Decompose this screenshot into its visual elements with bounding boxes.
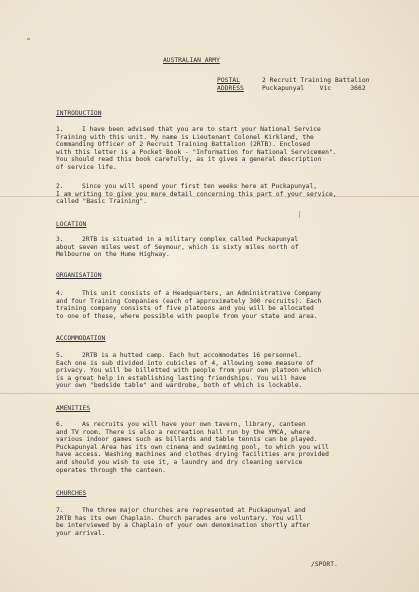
address-label: ADDRESS xyxy=(217,85,244,92)
text-line: Training with this unit. My name is Lieutenant Colonel Kirkland, the xyxy=(56,133,314,141)
section-heading-accommodation: ACCOMMODATION xyxy=(56,335,106,342)
text-line: I am writing to give you more detail concerning this part of your service, xyxy=(56,190,337,198)
ink-mark xyxy=(299,211,300,218)
paragraph-number: 4. xyxy=(56,290,64,297)
text-line: Each one is sub divided into cubicles of 4, allowing some measure of xyxy=(56,359,314,367)
paragraph-6 xyxy=(56,421,386,474)
ink-speck xyxy=(27,38,30,40)
paragraph-7 xyxy=(56,507,386,537)
section-heading-amenities: AMENITIES xyxy=(56,405,91,412)
text-line: of service life. xyxy=(56,163,117,171)
text-line: 2RTB is situated in a military complex called Puckapunyal xyxy=(82,236,299,243)
text-line: with this letter is a Pocket Book - "Information for National Servicemen". xyxy=(56,148,337,156)
paragraph-3 xyxy=(56,236,386,259)
text-line: Puckapunyal Area has its own cinema and swimming pool, to which you will xyxy=(56,443,329,451)
text-line: about seven miles west of Seymour, which is sixty miles north of xyxy=(56,243,299,251)
text-line: training company consists of five platoons and you will be allocated xyxy=(56,305,314,313)
text-line: You should read this book carefully, as it gives a general description xyxy=(56,156,322,164)
paragraph-1 xyxy=(56,126,386,172)
text-line: your own "bedside table" and wardrobe, both of which is lockable. xyxy=(56,382,303,390)
text-line: various indoor games such as billards and table tennis can be played. xyxy=(56,436,318,444)
paragraph-5 xyxy=(56,352,386,390)
text-line: Commanding Officer of 2 Recruit Training Battalion (2RTB). Enclosed xyxy=(56,141,311,149)
text-line: As recruits you will have your own tavern, library, canteen xyxy=(82,421,306,428)
paragraph-number: 7. xyxy=(56,507,64,514)
text-line: have access. Washing machines and clothes drying facilities are provided xyxy=(56,451,329,459)
text-line: The three major churches are represented at Puckapunyal and xyxy=(82,507,306,514)
section-heading-organisation: ORGANISATION xyxy=(56,272,102,279)
paragraph-4 xyxy=(56,290,386,320)
text-line: called "Basic Training". xyxy=(56,198,147,206)
paragraph-2 xyxy=(56,183,386,206)
text-line: 2RTB is a hutted camp. Each hut accommodates 16 personnel. xyxy=(82,352,302,359)
text-line: and should you wish to use it, a laundry and dry cleaning service xyxy=(56,458,303,466)
text-line: be interviewed by a Chaplain of your own denomination shortly after xyxy=(56,522,311,530)
text-line: privacy. You will be billetted with people from your own platoon which xyxy=(56,367,322,375)
address-line: Puckapunyal Vic 3662 xyxy=(262,85,366,92)
text-line: and four Training Companies (each of approximately 300 recruits). Each xyxy=(56,297,322,305)
postal-label: POSTAL xyxy=(217,77,241,84)
section-heading-churches: CHURCHES xyxy=(56,490,87,497)
paper-fold xyxy=(0,393,419,394)
text-line: your arrival. xyxy=(56,529,106,537)
paragraph-number: 1. xyxy=(56,126,64,133)
text-line: Since you will spend your first ten weeks here at Puckapunyal, xyxy=(82,183,318,190)
paragraph-number: 2. xyxy=(56,183,64,190)
continuation-marker: /SPORT. xyxy=(311,561,338,568)
address-line: 2 Recruit Training Battalion xyxy=(262,77,370,84)
paragraph-number: 6. xyxy=(56,421,64,428)
text-line: to one of these, where possible with people from your state and area. xyxy=(56,312,318,320)
text-line: operates through the canteen. xyxy=(56,466,166,474)
section-heading-location: LOCATION xyxy=(56,221,87,228)
text-line: I have been advised that you are to start your National Service xyxy=(82,126,321,133)
text-line: This unit consists of a Headquarters, an Administrative Company xyxy=(82,290,321,297)
text-line: 2RTB has its own Chaplain. Church parades are voluntary. You will xyxy=(56,514,303,522)
paragraph-number: 3. xyxy=(56,236,64,243)
text-line: is a great help in establishing lasting friendships. You will have xyxy=(56,374,307,382)
letter-title: AUSTRALIAN ARMY xyxy=(163,57,220,64)
text-line: and TV room. There is also a recreation hall run by the YMCA, where xyxy=(56,428,311,436)
section-heading-introduction: INTRODUCTION xyxy=(56,110,102,117)
text-line: Melbourne on the Hume Highway. xyxy=(56,251,170,259)
paragraph-number: 5. xyxy=(56,352,64,359)
